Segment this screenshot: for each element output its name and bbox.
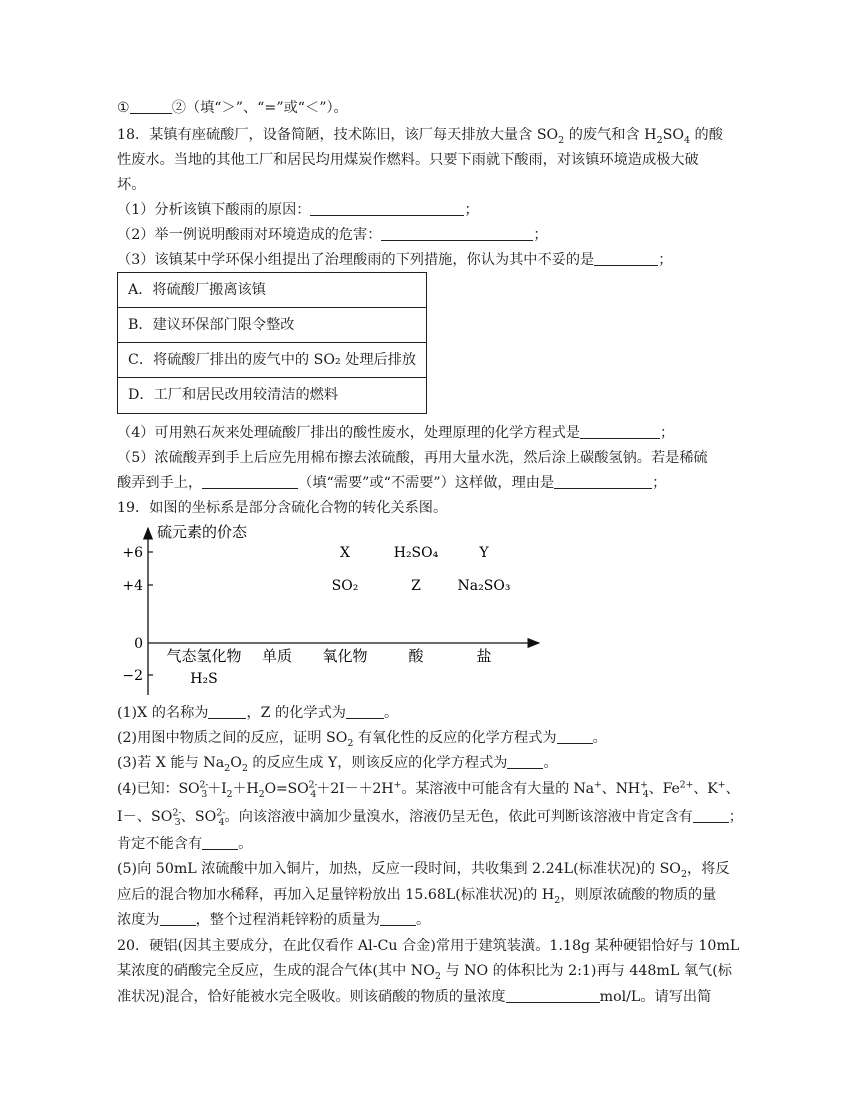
q19-intro: 19．如图的坐标系是部分含硫化合物的转化关系图。 xyxy=(117,500,448,516)
q19-text: ，Z 的化学式为 xyxy=(246,705,346,721)
q19-part-2: (2)用图中物质之间的反应，证明 $SO_2$ 有氧化性的反应的化学方程式为 。 xyxy=(117,730,607,749)
q19-part-1 xyxy=(117,704,745,722)
valence-chart xyxy=(117,518,557,700)
q19-text: ，将反 xyxy=(686,861,730,877)
y-tick-label: 0 xyxy=(134,636,143,652)
q18-text: SO xyxy=(662,127,684,143)
answer-blank[interactable] xyxy=(693,808,729,823)
q19-text: 。 xyxy=(416,912,431,928)
q18-sub-2 xyxy=(117,226,745,244)
q19-part-4-line-3 xyxy=(117,835,745,853)
q19-text: ＋H xyxy=(232,781,259,797)
x-category-label: 单质 xyxy=(261,647,293,665)
y-tick-label: −2 xyxy=(122,668,143,684)
q18-sub-3 xyxy=(117,251,745,269)
q19-text: ； xyxy=(728,809,743,825)
q19-text: ＋2I－＋2H xyxy=(316,781,394,797)
q19-part-4-line-1: (4)已知：$SO^{2-}_3+I_2+H_2O=SO^{2-}_4+2I-+2H^+$。某溶液中可能含有大量的 Na+、$NH^+_4$、$Fe^{2+}$、K+、 xyxy=(117,779,740,800)
answer-blank[interactable] xyxy=(130,99,172,114)
answer-blank[interactable] xyxy=(594,251,658,266)
answer-blank[interactable] xyxy=(208,704,246,719)
answer-blank[interactable] xyxy=(554,474,652,489)
answer-blank[interactable] xyxy=(346,704,384,719)
q19-text: (2)用图中物质之间的反应，证明 SO xyxy=(117,730,348,746)
q18-text: 酸弄到手上， xyxy=(117,475,203,491)
q19-text: 、 xyxy=(725,781,740,797)
q19-text: 、NH xyxy=(601,781,640,797)
answer-blank[interactable] xyxy=(506,988,600,1003)
q19-text: ＋I xyxy=(207,781,227,797)
x-category-label: 酸 xyxy=(408,647,424,665)
q19-text: 。向该溶液中滴加少量溴水，溶液仍呈无色，依此可判断该溶液中肯定含有 xyxy=(224,809,693,825)
q20-text: mol/L。请写出简 xyxy=(599,989,712,1005)
q18-text: 18．某镇有座硫酸厂，设备简陋，技术陈旧，该厂每天排放大量含 SO xyxy=(117,127,559,143)
q18-sub-5-line-1: （5）浓硫酸弄到手上后应先用棉布擦去浓硫酸，再用大量水洗，然后涂上碳酸氢钠。若是稀硫 xyxy=(117,450,708,466)
compound-label: X xyxy=(340,545,350,561)
compound-label: Z xyxy=(411,578,421,594)
q19-text: 。 xyxy=(592,730,607,746)
x-category-label: 盐 xyxy=(476,647,492,665)
q19-text: ，则原浓硫酸的物质的量 xyxy=(560,887,717,903)
q18-text: （填“需要”或“不需要”）这样做，理由是 xyxy=(298,475,555,491)
q18-text: 的废气和含 H xyxy=(564,127,657,143)
option-c[interactable]: C．将硫酸厂排出的废气中的 SO₂ 处理后排放 xyxy=(118,343,426,378)
q18-text: ； xyxy=(660,425,675,441)
q19-text: O=SO xyxy=(264,781,309,797)
y-tick-label: +4 xyxy=(122,578,143,594)
q19-text: (3)若 X 能与 Na xyxy=(117,755,225,771)
compound-label: Y xyxy=(479,545,489,561)
answer-blank[interactable] xyxy=(580,424,660,439)
q20-text: 某浓度的硝酸完全反应，生成的混合气体(其中 NO xyxy=(117,963,435,979)
q19-text: (4)已知：SO xyxy=(117,781,200,797)
option-b[interactable]: B．建议环保部门限令整改 xyxy=(118,308,426,343)
q19-text: 肯定不能含有 xyxy=(117,836,203,852)
q18-text: ； xyxy=(464,202,479,218)
q18-line-2: 性废水。当地的其他工厂和居民均用煤炭作燃料。只要下雨就下酸雨，对该镇环境造成极大破 xyxy=(117,152,699,168)
q19-part-5-line-2: 应后的混合物加水稀释，再加入足量锌粉放出 15.68L(标准状况)的 $H_2$，则原浓硫酸的物质的量 xyxy=(117,887,717,906)
q19-text: 。某溶液中可能含有大量的 Na xyxy=(401,781,594,797)
compound-label: Na₂SO₃ xyxy=(457,578,511,594)
q19-part-4-line-2: I－、$SO^{2-}_3$、$SO^{2-}_4$。向该溶液中滴加少量溴水，溶液仍呈无色，依此可判断该溶液中肯定含有 ； xyxy=(117,807,743,828)
x-category-label: 气态氢化物 xyxy=(166,647,242,665)
answer-blank[interactable] xyxy=(380,911,416,926)
q19-text: 、SO xyxy=(180,809,217,825)
q19-text: O xyxy=(230,755,242,771)
answer-blank[interactable] xyxy=(381,226,533,241)
q19-text: 有氧化性的反应的化学方程式为 xyxy=(353,730,557,746)
q18-line-3: 坏。 xyxy=(117,177,146,193)
q18-line-1: 18．某镇有座硫酸厂，设备简陋，技术陈旧，该厂每天排放大量含 $SO_2$ 的废气和含 $H_2SO_4$ 的酸 xyxy=(117,127,723,146)
q19-text: ，整个过程消耗锌粉的质量为 xyxy=(195,912,381,928)
q18-text: ； xyxy=(533,227,548,243)
q18-sub-5-line-2 xyxy=(117,474,745,492)
q18-text: （4）可用熟石灰来处理硫酸厂排出的酸性废水，处理原理的化学方程式是 xyxy=(117,425,581,441)
q19-text: 的反应生成 Y，则该反应的化学方程式为 xyxy=(247,755,508,771)
q19-text: 、K xyxy=(693,781,718,797)
q18-text: （3）该镇某中学环保小组提出了治理酸雨的下列措施，你认为其中不妥的是 xyxy=(117,252,595,268)
y-tick-label: +6 xyxy=(122,545,143,561)
q20-line-1: 20．硬铝(因其主要成分，在此仅看作 Al-Cu 合金)常用于建筑装潢。1.18g 某种硬铝恰好与 10mL xyxy=(117,938,740,954)
q18-sub-1 xyxy=(117,201,745,219)
option-d[interactable]: D．工厂和居民改用较清洁的燃料 xyxy=(128,387,339,403)
q18-text: （2）举一例说明酸雨对环境造成的危害： xyxy=(117,227,382,243)
q19-text: 。 xyxy=(383,705,399,721)
q19-text: I－、SO xyxy=(117,809,173,825)
answer-blank[interactable] xyxy=(160,911,196,926)
q19-text: 应后的混合物加水稀释，再加入足量锌粉放出 15.68L(标准状况)的 H xyxy=(117,887,555,903)
q20-text: 与 NO 的体积比为 2:1)再与 448mL 氧气(标 xyxy=(440,963,732,979)
q17-text: ① xyxy=(117,100,130,116)
q20-text: 准状况)混合，恰好能被水完全吸收。则该硝酸的物质的量浓度 xyxy=(117,989,506,1005)
option-a[interactable]: A．将硫酸厂搬离该镇 xyxy=(118,273,426,308)
q19-text: 、Fe xyxy=(648,781,680,797)
answer-blank[interactable] xyxy=(507,754,543,769)
q19-text: (5)向 50mL 浓硫酸中加入铜片，加热，反应一段时间，共收集到 2.24L(标准状况)的 SO xyxy=(117,861,681,877)
q18-sub-4 xyxy=(117,424,745,442)
options-table xyxy=(117,272,427,414)
answer-blank[interactable] xyxy=(310,201,464,216)
q18-text: 的酸 xyxy=(690,127,723,143)
q17-tail xyxy=(117,99,745,117)
answer-blank[interactable] xyxy=(202,835,238,850)
y-axis-label: 硫元素的价态 xyxy=(157,523,248,541)
q19-text: 。 xyxy=(543,755,558,771)
q18-text: （1）分析该镇下酸雨的原因： xyxy=(117,202,311,218)
q19-text: 浓度为 xyxy=(117,912,160,928)
compound-label: SO₂ xyxy=(331,578,359,594)
q19-part-3: (3)若 X 能与 $Na_2O_2$ 的反应生成 Y，则该反应的化学方程式为 。 xyxy=(117,755,558,774)
compound-label: H₂SO₄ xyxy=(393,545,439,561)
q19-text: 。 xyxy=(238,836,253,852)
q18-text: ； xyxy=(658,252,673,268)
x-category-label: 氧化物 xyxy=(322,647,368,665)
answer-blank[interactable] xyxy=(202,474,298,489)
q19-part-5-line-3 xyxy=(117,911,745,929)
q19-text: (1)X 的名称为 xyxy=(117,705,209,721)
q20-line-3 xyxy=(117,988,745,1006)
compound-label: H₂S xyxy=(190,671,218,687)
q20-line-2: 某浓度的硝酸完全反应，生成的混合气体(其中 $NO_2$ 与 NO 的体积比为 2:1)再与 448mL 氧气(标 xyxy=(117,963,732,982)
answer-blank[interactable] xyxy=(557,729,593,744)
q19-part-5-line-1: (5)向 50mL 浓硫酸中加入铜片，加热，反应一段时间，共收集到 2.24L(标准状况)的 $SO_2$，将反 xyxy=(117,861,730,880)
q18-text: ； xyxy=(652,475,667,491)
q17-text: ②（填“＞”、“=”或“＜”）。 xyxy=(171,100,348,116)
